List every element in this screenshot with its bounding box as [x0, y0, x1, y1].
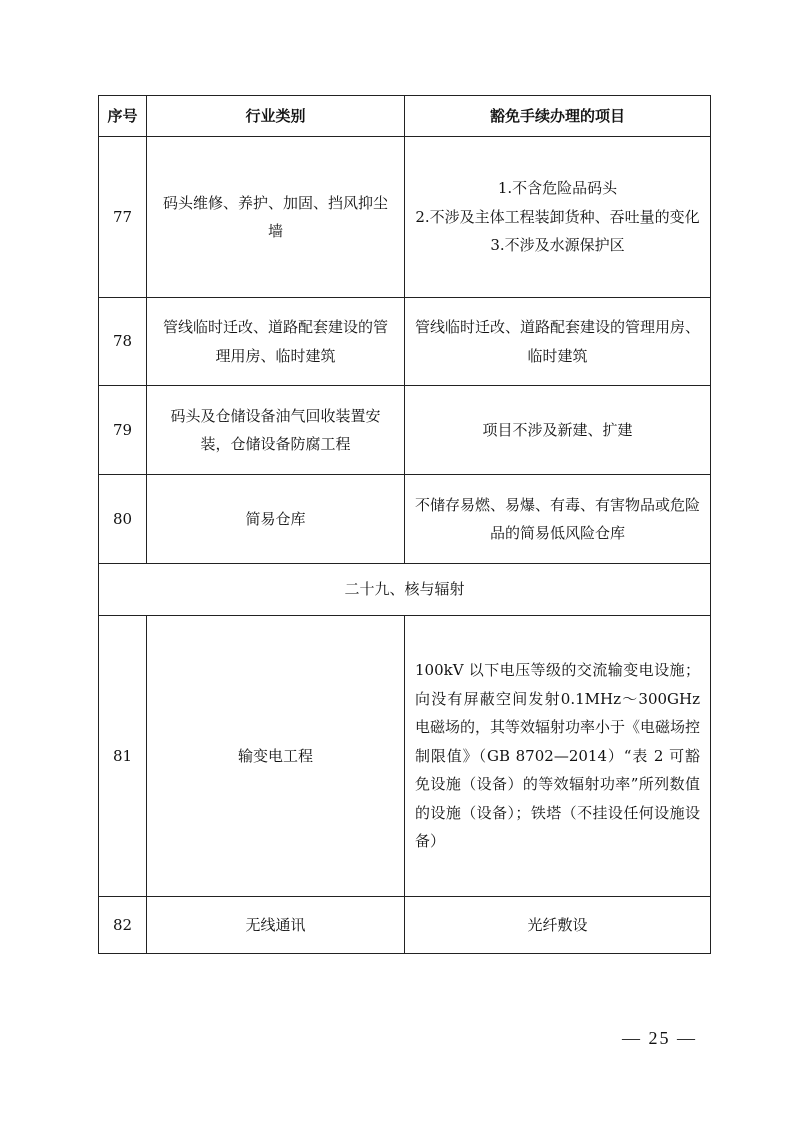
exemption-table — [98, 95, 711, 954]
row-items: 光纤敷设 — [405, 897, 711, 954]
row-number: 81 — [99, 616, 147, 897]
header-items: 豁免手续办理的项目 — [405, 96, 711, 137]
item-line: 1.不含危险品码头 — [497, 179, 618, 198]
table-row — [99, 897, 711, 954]
table-row — [99, 616, 711, 897]
row-number: 77 — [99, 137, 147, 298]
table-row — [99, 475, 711, 564]
row-items: 项目不涉及新建、扩建 — [405, 386, 711, 475]
table-row — [99, 298, 711, 386]
row-items: 100kV 以下电压等级的交流输变电设施；向没有屏蔽空间发射0.1MHz～300GHz 电磁场的，其等效辐射功率小于《电磁场控制限值》（GB 8702—2014）“表 2 可豁免设施（设备）的等效辐射功率”所列数值的设施（设备）；铁塔（不挂设任何设施设备） — [405, 616, 711, 897]
row-number: 82 — [99, 897, 147, 954]
row-category: 管线临时迁改、道路配套建设的管理用房、临时建筑 — [147, 298, 405, 386]
table-row — [99, 386, 711, 475]
page-number: — 25 — — [622, 1028, 697, 1048]
row-number: 80 — [99, 475, 147, 564]
row-category: 简易仓库 — [147, 475, 405, 564]
row-category: 码头维修、养护、加固、挡风抑尘墙 — [147, 137, 405, 298]
row-category: 输变电工程 — [147, 616, 405, 897]
table-row — [99, 137, 711, 298]
row-number: 78 — [99, 298, 147, 386]
row-items: 管线临时迁改、道路配套建设的管理用房、临时建筑 — [405, 298, 711, 386]
row-number: 79 — [99, 386, 147, 475]
table-header-row — [99, 96, 711, 137]
row-items: 不储存易燃、易爆、有毒、有害物品或危险品的简易低风险仓库 — [405, 475, 711, 564]
section-row — [99, 564, 711, 616]
row-category: 无线通讯 — [147, 897, 405, 954]
row-items — [405, 137, 711, 298]
item-line: 2.不涉及主体工程装卸货种、吞吐量的变化 — [415, 207, 700, 226]
header-category: 行业类别 — [147, 96, 405, 137]
item-line: 3.不涉及水源保护区 — [490, 236, 625, 255]
row-category: 码头及仓储设备油气回收装置安装，仓储设备防腐工程 — [147, 386, 405, 475]
section-title: 二十九、核与辐射 — [99, 564, 711, 616]
header-no: 序号 — [99, 96, 147, 137]
